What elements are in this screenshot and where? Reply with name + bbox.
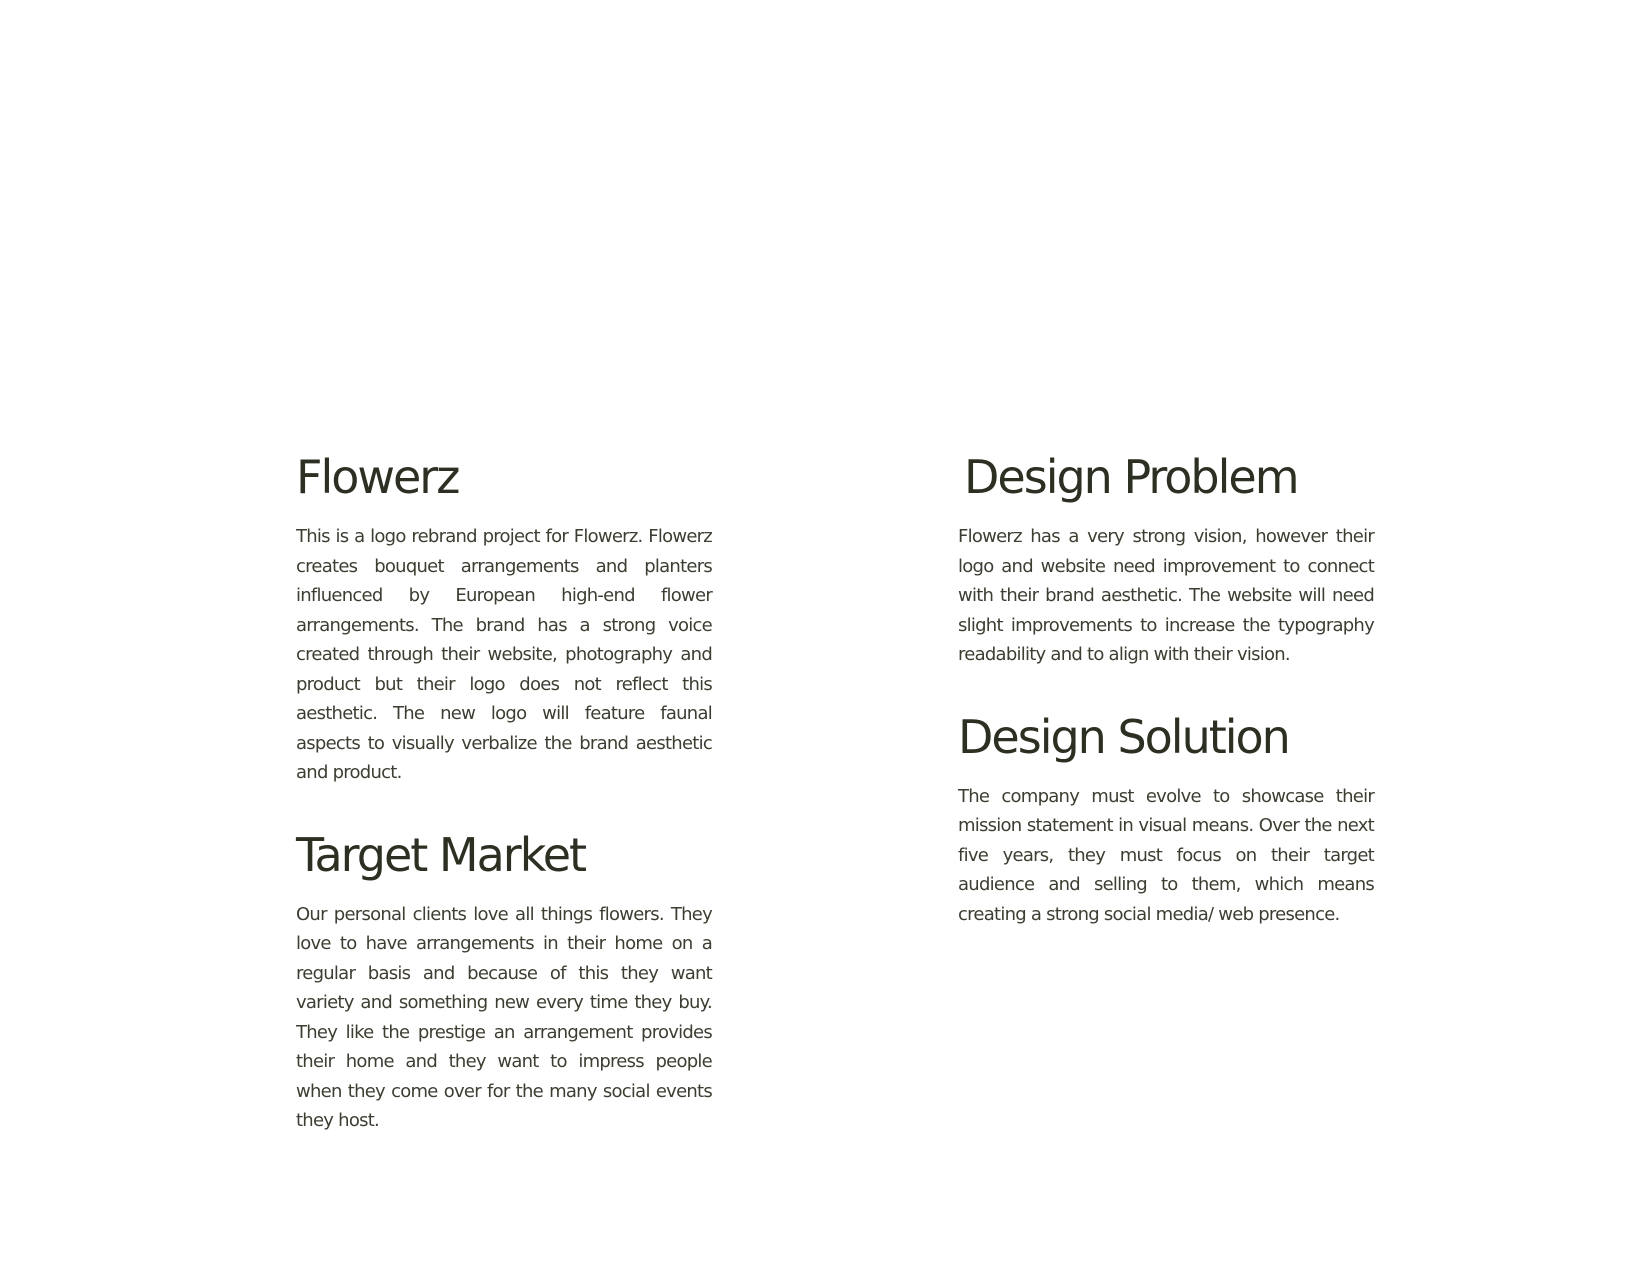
target-market-section: [296, 826, 712, 1136]
design-problem-paragraph: Flowerz has a very strong vision, however their logo and website need improvement to connect with their brand aesthetic. The website will need slight improvements to increase the typography readability and to align with their vision.: [958, 526, 1374, 665]
design-solution-paragraph: The company must evolve to showcase their mission statement in visual means. Over the next five years, they must focus on their target audience and selling to them, which means creating a strong social media/ web presence.: [958, 785, 1374, 925]
design-solution-section: [958, 708, 1374, 930]
target-market-paragraph: Our personal clients love all things flowers. They love to have arrangements in their home on a regular basis and because of this they want variety and something new every time they buy. They like the prestige an arrangement provides their home and they want to impress people when they come over for the many social events they host.: [296, 903, 712, 1131]
flowerz-heading: Flowerz: [296, 450, 459, 504]
intro-section: [296, 448, 712, 788]
left-column: [296, 448, 712, 1136]
intro-paragraph: This is a logo rebrand project for Flowerz. Flowerz creates bouquet arrangements and planters influenced by European high-end flower arrangements. The brand has a strong voice created through their website, photography and product but their logo does not reflect this aesthetic. The new logo will feature faunal aspects to visually verbalize the brand aesthetic and product.: [296, 526, 712, 783]
design-solution-heading: Design Solution: [958, 709, 1289, 764]
design-problem-heading: Design Problem: [964, 450, 1298, 504]
target-market-heading: Target Market: [296, 827, 586, 882]
right-column: [958, 448, 1374, 929]
design-problem-section: [958, 448, 1374, 670]
